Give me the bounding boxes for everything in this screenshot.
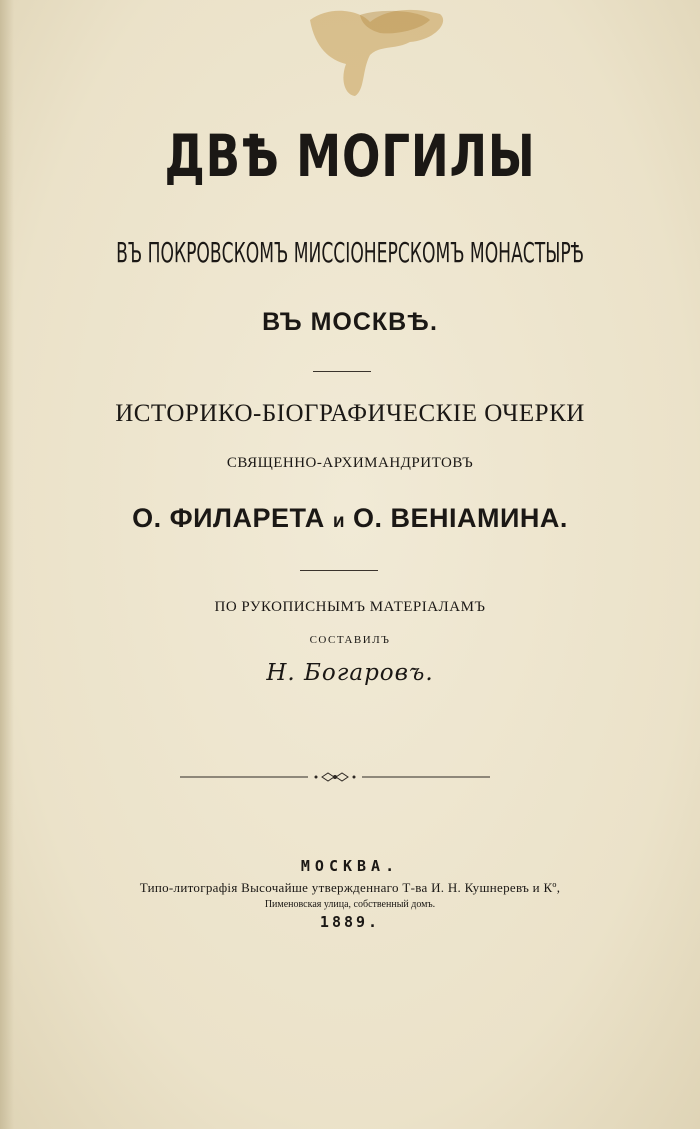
book-title: ДВѢ МОГИЛЫ [164, 122, 536, 190]
imprint-printer: Типо-литографія Высочайше утвержденнаго Т-ва И. Н. Кушнеревъ и Кº, [139, 880, 561, 895]
compiled-by-label: СОСТАВИЛЪ [309, 634, 391, 646]
imprint-city: МОСКВА. [300, 857, 400, 875]
page-gutter-shadow [0, 0, 14, 1129]
author-name: Н. Богаровъ. [266, 660, 434, 686]
names-conjunction: и [332, 511, 345, 532]
subtitle-archimandrites: СВЯЩЕННО-АРХИМАНДРИТОВЪ [226, 455, 474, 471]
paper-stain [300, 0, 460, 100]
name-veniamin: О. ВЕНІАМИНА. [353, 503, 568, 533]
name-filaret: О. ФИЛАРЕТА [132, 503, 325, 533]
imprint-year: 1889. [319, 913, 381, 931]
names-line [0, 503, 700, 534]
divider-rule [300, 570, 378, 571]
divider-rule [313, 371, 371, 372]
subtitle-monastery: ВЪ ПОКРОВСКОМЪ МИССІОНЕРСКОМЪ МОНАСТЫРѢ [116, 236, 584, 269]
ornament-divider [180, 770, 490, 784]
materials-note: ПО РУКОПИСНЫМЪ МАТЕРІАЛАМЪ [214, 599, 486, 615]
imprint-street: Пименовская улица, собственный домъ. [264, 899, 436, 910]
subtitle-essays: ИСТОРИКО-БІОГРАФИЧЕСКІЕ ОЧЕРКИ [115, 400, 585, 427]
subtitle-city: ВЪ МОСКВѢ. [262, 308, 438, 336]
